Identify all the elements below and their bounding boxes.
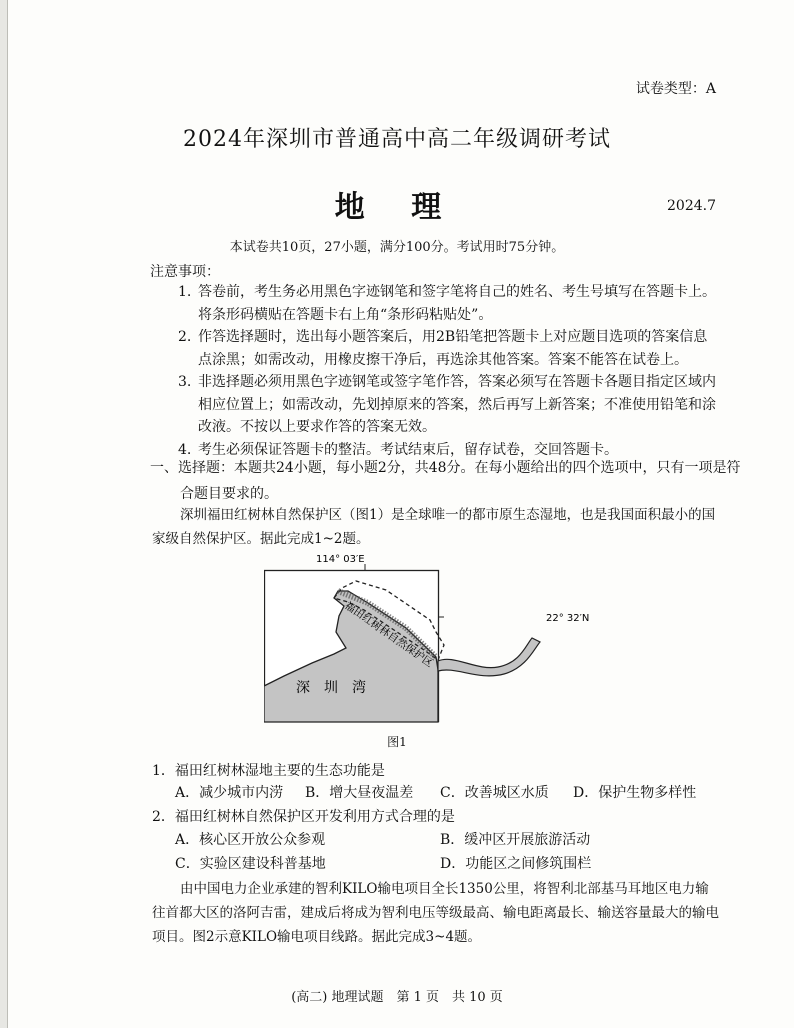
- q2-option-a: A．核心区开放公众参观: [175, 832, 326, 848]
- q2-option-c: C．实验区建设科普基地: [175, 856, 326, 872]
- q2-option-b: B．缓冲区开展旅游活动: [440, 832, 591, 848]
- passage-1: 深圳福田红树林自然保护区（图1）是全球唯一的都市原生态湿地，也是我国面积最小的国家级自然保护区。据此完成1~2题。: [152, 507, 716, 547]
- passage-2: 由中国电力企业承建的智利KILO输电项目全长1350公里，将智利北部基马耳地区电力输往首都大区的洛阿吉雷，建成后将成为智利电压等级最高、输电距离最长、输送容量最大的输电项目。图2示意KILO输电项目线路。据此完成3~4题。: [152, 881, 719, 945]
- longitude-label: 114° 03′E: [316, 554, 365, 565]
- q1-option-a: A．减少城市内涝: [175, 785, 284, 801]
- notice-text: 考生必须保证答题卡的整洁。考试结束后，留存试卷，交回答题卡。: [198, 441, 618, 458]
- notice-number: 3.: [178, 374, 192, 390]
- latitude-label: 22° 32′N: [546, 613, 590, 624]
- notice-number: 2.: [178, 329, 192, 345]
- exam-title: 2024年深圳市普通高中高二年级调研考试: [183, 127, 611, 152]
- q1-option-d: D．保护生物多样性: [573, 785, 697, 801]
- notice-text: 作答选择题时，选出每小题答案后，用2B铅笔把答题卡上对应题目选项的答案信息点涂黑；如需改动，用橡皮擦干净后，再选涂其他答案。答案不能答在试卷上。: [198, 329, 708, 368]
- notice-number: 1.: [178, 284, 192, 300]
- notice-item: [178, 371, 718, 439]
- page-edge: [0, 0, 8, 1028]
- mangrove-map: [264, 550, 604, 726]
- subject-title: 地 理: [334, 190, 460, 225]
- notice-item: [178, 326, 718, 371]
- question-2-stem: 2．福田红树林自然保护区开发利用方式合理的是: [152, 809, 455, 825]
- reserve-label: 福田红树林自然保护区: [342, 599, 436, 670]
- q1-option-b: B．增大昼夜温差: [305, 785, 414, 801]
- river: [438, 638, 540, 676]
- paper-type: 试卷类型：A: [635, 81, 716, 97]
- exam-info: 本试卷共10页，27小题，满分100分。考试用时75分钟。: [229, 240, 565, 255]
- q1-option-c: C．改善城区水质: [440, 785, 549, 801]
- q2-option-d: D．功能区之间修筑围栏: [440, 856, 592, 872]
- page-footer: (高二) 地理试题 第 1 页 共 10 页: [291, 990, 503, 1005]
- notice-heading: 注意事项：: [150, 264, 220, 280]
- notice-number: 4.: [178, 441, 192, 458]
- bay-label: 深 圳 湾: [296, 680, 366, 696]
- notice-text: 非选择题必须用黑色字迹钢笔或签字笔作答，答案必须写在答题卡各题目指定区域内相应位置上；如需改动，先划掉原来的答案，然后再写上新答案；不准使用铅笔和涂改液。不按以上要求作答的答案无效。: [198, 374, 716, 435]
- notice-text: 答卷前，考生务必用黑色字迹钢笔和签字笔将自己的姓名、考生号填写在答题卡上。将条形码横贴在答题卡右上角“条形码粘贴处”。: [198, 284, 716, 323]
- notice-item: [178, 281, 718, 326]
- figure-caption: 图1: [387, 735, 407, 749]
- section-heading: 一、选择题：本题共24小题，每小题2分，共48分。在每小题给出的四个选项中，只有一项是符合题目要求的。: [150, 460, 741, 502]
- exam-date: 2024.7: [667, 198, 716, 214]
- question-1-stem: 1．福田红树林湿地主要的生态功能是: [152, 763, 385, 779]
- notice-list: [178, 281, 718, 461]
